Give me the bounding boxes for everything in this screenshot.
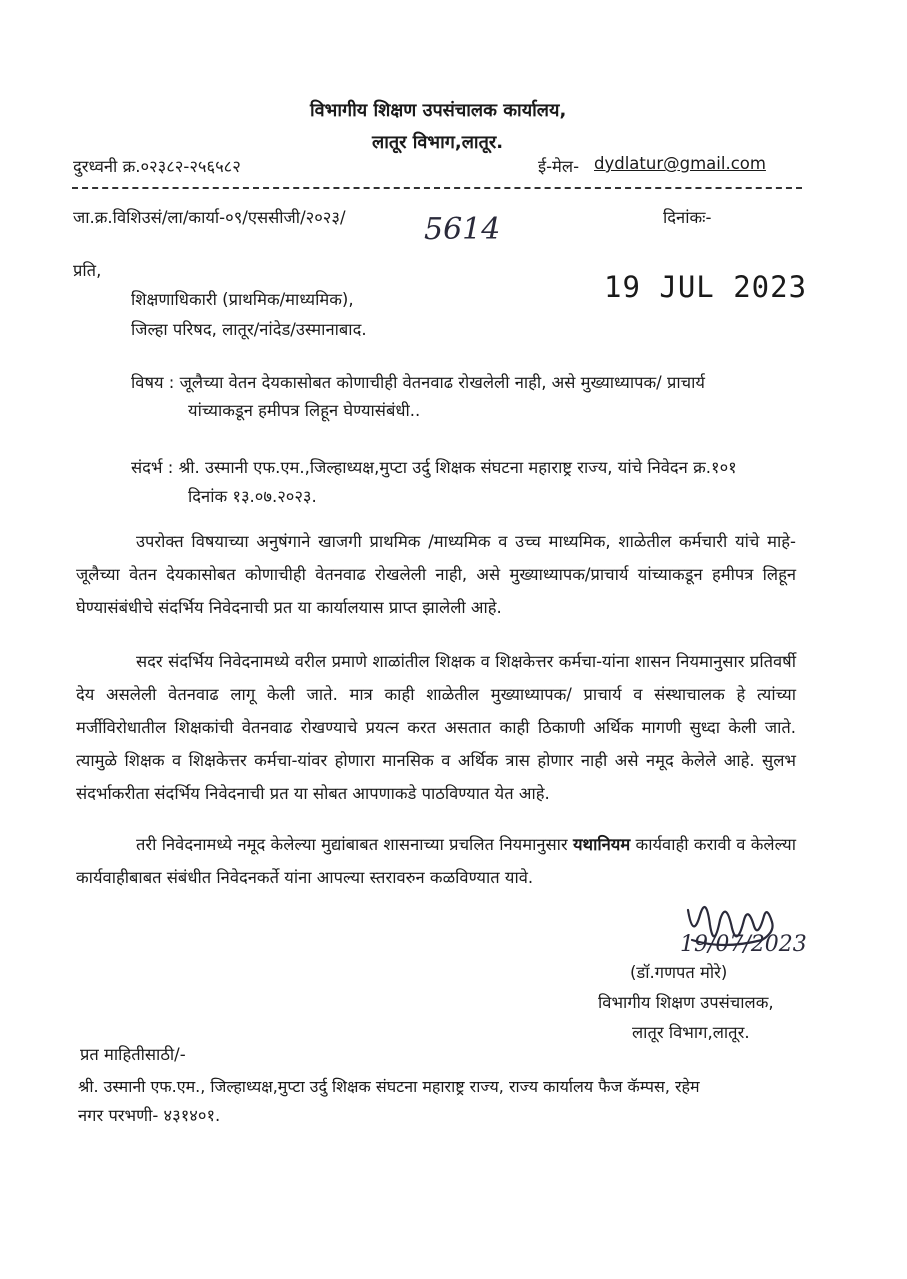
handwritten-outward-number: 5614 [424,212,501,247]
email-address[interactable]: dydlatur@gmail.com [594,154,766,173]
copy-label: प्रत माहितीसाठी/- [80,1045,186,1064]
email-label: ई-मेल- [538,157,580,176]
date-stamp: 19 JUL 2023 [604,270,808,304]
signatory-designation: विभागीय शिक्षण उपसंचालक, [598,993,774,1012]
phone-number: दुरध्वनी क्र.०२३८२-२५६५८२ [73,157,241,176]
recipient-line1: शिक्षणाधिकारी (प्राथमिक/माध्यमिक), [131,290,354,309]
copy-line1: श्री. उस्मानी एफ.एम., जिल्हाध्यक्ष,मुप्टा उर्दु शिक्षक संघटना महाराष्ट्र राज्य, राज्य कार्यालय फैज कॅम्पस, रहेम [78,1077,700,1096]
recipient-line2: जिल्हा परिषद, लातूर/नांदेड/उस्मानाबाद. [131,320,367,339]
sandarbh-line1: संदर्भ : श्री. उस्मानी एफ.एम.,जिल्हाध्यक्ष,मुप्टा उर्दु शिक्षक संघटना महाराष्ट्र राज्य, यांचे निवेदन क्र.१०१ [131,458,737,477]
outward-number: जा.क्र.विशिउसं/ला/कार्या-०९/एससीजी/२०२३/ [73,208,346,227]
date-label: दिनांकः- [663,208,712,227]
signatory-place: लातूर विभाग,लातूर. [632,1023,750,1042]
copy-line2: नगर परभणी- ४३१४०१. [78,1106,221,1125]
office-name: विभागीय शिक्षण उपसंचालक कार्यालय, [310,100,567,121]
office-location: लातूर विभाग,लातूर. [372,132,504,153]
header-divider [72,187,802,189]
emphasis-yathaniyam: यथानियम [572,835,631,854]
subject-line2: यांच्याकडून हमीपत्र लिहून घेण्यासंबंधी.. [188,401,421,420]
signatory-name: (डॉ.गणपत मोरे) [630,963,728,982]
body-paragraph-1: उपरोक्त विषयाच्या अनुषंगाने खाजगी प्राथमिक /माध्यमिक व उच्च माध्यमिक, शाळेतील कर्मचारी यांचे माहे-जूलैच्या वेतन देयकासोबत कोणाचीही वेतनवाढ रोखलेली नाही, असे मुख्याध्यापक/प्राचार्य यांच्याकडून हमीपत्र लिहून घेण्यासंबंधीचे संदर्भिय निवेदनाची प्रत या कार्यालयास प्राप्त झालेली आहे. [76,532,796,617]
body-paragraph-2: सदर संदर्भिय निवेदनामध्ये वरील प्रमाणे शाळांतील शिक्षक व शिक्षकेत्तर कर्मचा-यांना शासन नियमानुसार प्रतिवर्षी देय असलेली वेतनवाढ लागू केली जाते. मात्र काही शाळेतील मुख्याध्यापक/ प्राचार्य व संस्थाचालक हे त्यांच्या मर्जीविरोधातील शिक्षकांची वेतनवाढ रोखण्याचे प्रयत्न करत असतात काही ठिकाणी अर्थिक मागणी सुध्दा केली जाते. त्यामुळे शिक्षक व शिक्षकेत्तर कर्मचा-यांवर होणारा मानसिक व अर्थिक त्रास होणार नाही असे नमूद केलेले आहे. सुलभ संदर्भाकरीता संदर्भिय निवेदनाची प्रत या सोबत आपणाकडे पाठविण्यात येत आहे. [76,652,796,803]
prati-label: प्रति, [73,261,102,280]
handwritten-sign-date: 19/07/2023 [680,932,807,957]
sandarbh-line2: दिनांक १३.०७.२०२३. [188,487,317,506]
subject-line1: विषय : जूलैच्या वेतन देयकासोबत कोणाचीही वेतनवाढ रोखलेली नाही, असे मुख्याध्यापक/ प्राचार्य [131,373,705,392]
body-paragraph-3: तरी निवेदनामध्ये नमूद केलेल्या मुद्यांबाबत शासनाच्या प्रचलित नियमानुसार यथानियम कार्यवाही करावी व केलेल्या कार्यवाहीबाबत संबंधीत निवेदनकर्ते यांना आपल्या स्तरावरुन कळविण्यात यावे. [76,835,796,887]
